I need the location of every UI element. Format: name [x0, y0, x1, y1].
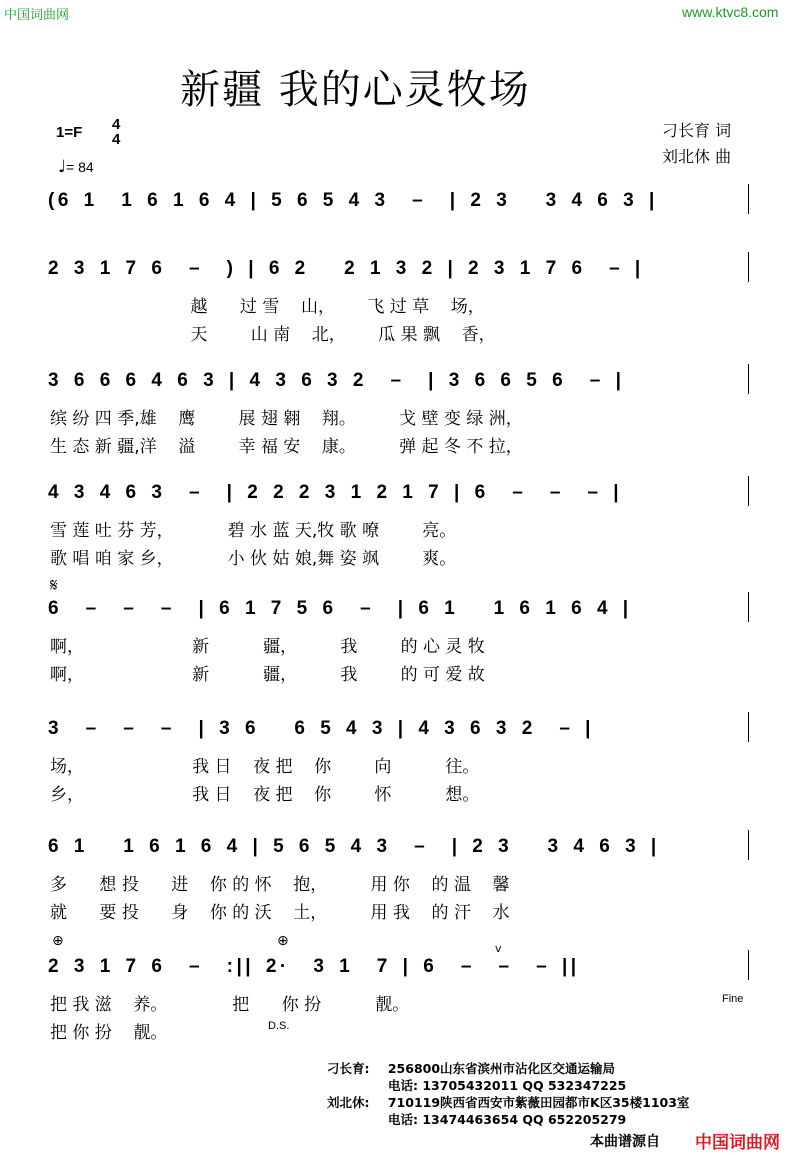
lyric-line: 生 态 新 疆,洋 溢 幸 福 安 康。 弹 起 冬 不 拉，: [50, 437, 523, 457]
key-signature: 1=F: [56, 124, 83, 141]
lyric-line: 把 我 滋 养。 把 你 扮 靓。: [50, 995, 410, 1015]
coda-icon-2: ⊕: [277, 933, 289, 949]
lyric-line: 啊， 新 疆， 我 的 心 灵 牧: [50, 637, 485, 657]
lyricist-phone: 电话: 13705432011 QQ 532347225: [388, 1078, 627, 1093]
segno-icon: 𝄋: [50, 575, 58, 596]
coda-icon: ⊕: [52, 933, 64, 949]
composer-contact: [327, 1093, 689, 1111]
time-denominator: 4: [112, 131, 121, 148]
composer-phone: 电话: 13474463654 QQ 652205279: [388, 1112, 627, 1127]
barline: [748, 184, 749, 214]
score-line-notes: 3 – – – | 3 6 6 5 4 3 | 4 3 6 3 2 – |: [48, 718, 594, 739]
ds-mark: D.S.: [268, 1020, 290, 1032]
lyric-line: 场， 我 日 夜 把 你 向 往。: [50, 757, 480, 777]
composer-contact-label: 刘北休:: [327, 1095, 370, 1110]
lyricist-address: 256800山东省滨州市沾化区交通运输局: [387, 1061, 616, 1076]
fine-mark: Fine: [722, 993, 744, 1005]
score-line-notes: 2 3 1 7 6 – :|| 2· 3 1 7 | 6 – – – ||: [48, 956, 580, 977]
barline: [748, 364, 749, 394]
lyricist-credit: 刁长育 词: [662, 121, 732, 140]
score-line-notes: (6 1 1 6 1 6 4 | 5 6 5 4 3 – | 2 3 3 4 6 3 |: [48, 190, 658, 211]
barline: [748, 712, 749, 742]
time-signature: [112, 117, 120, 147]
source-label: 本曲谱源自: [590, 1134, 660, 1150]
source-site-link[interactable]: 中国词曲网: [695, 1133, 780, 1153]
lyric-line: 歌 唱 咱 家 乡， 小 伙 姑 娘,舞 姿 飒 爽。: [50, 549, 457, 569]
barline: [748, 830, 749, 860]
composer-credit: 刘北休 曲: [662, 147, 732, 166]
score-line-notes: 6 1 1 6 1 6 4 | 5 6 5 4 3 – | 2 3 3 4 6 3 |: [48, 836, 660, 857]
lyric-line: 把 你 扮 靓。: [50, 1023, 168, 1043]
composer-address: 710119陕西省西安市紫薇田园都市K区35楼1103室: [387, 1095, 690, 1110]
lyricist-contact: [327, 1059, 615, 1077]
barline: [748, 950, 749, 980]
lyric-line: 缤 纷 四 季,雄 鹰 展 翅 翱 翔。 戈 壁 变 绿 洲，: [50, 409, 523, 429]
score-line-notes: 2 3 1 7 6 – ) | 6 2 2 1 3 2 | 2 3 1 7 6 – |: [48, 258, 644, 279]
tempo-marking: [58, 157, 94, 177]
lyric-line: 就 要 投 身 你 的 沃 土， 用 我 的 汗 水: [50, 903, 510, 923]
site-url-right: www.ktvc8.com: [682, 4, 779, 20]
song-title: 新疆 我的心灵牧场: [180, 67, 531, 113]
lyric-line: 乡， 我 日 夜 把 你 怀 想。: [50, 785, 480, 805]
barline: [748, 476, 749, 506]
barline: [748, 592, 749, 622]
quarter-note-icon: ♩: [58, 157, 67, 177]
lyric-line: 啊， 新 疆， 我 的 可 爱 故: [50, 665, 485, 685]
lyric-line: 多 想 投 进 你 的 怀 抱， 用 你 的 温 馨: [50, 875, 510, 895]
site-name-left: 中国词曲网: [4, 7, 70, 22]
lyricist-contact-label: 刁长育:: [327, 1061, 370, 1076]
score-line-notes: 6 – – – | 6 1 7 5 6 – | 6 1 1 6 1 6 4 |: [48, 598, 632, 619]
time-numerator: 4: [112, 116, 121, 133]
tempo-value: = 84: [66, 159, 94, 175]
score-line-notes: 3 6 6 6 4 6 3 | 4 3 6 3 2 – | 3 6 6 5 6 – |: [48, 370, 625, 391]
lyric-line: 雪 莲 吐 芬 芳， 碧 水 蓝 天,牧 歌 嘹 亮。: [50, 521, 457, 541]
lyric-line: 越 过 雪 山， 飞 过 草 场，: [50, 297, 485, 317]
barline: [748, 252, 749, 282]
score-line-notes: 4 3 4 6 3 – | 2 2 2 3 1 2 1 7 | 6 – – – |: [48, 482, 623, 503]
breath-mark: v: [495, 942, 502, 955]
lyric-line: 天 山 南 北， 瓜 果 飘 香，: [50, 325, 496, 345]
